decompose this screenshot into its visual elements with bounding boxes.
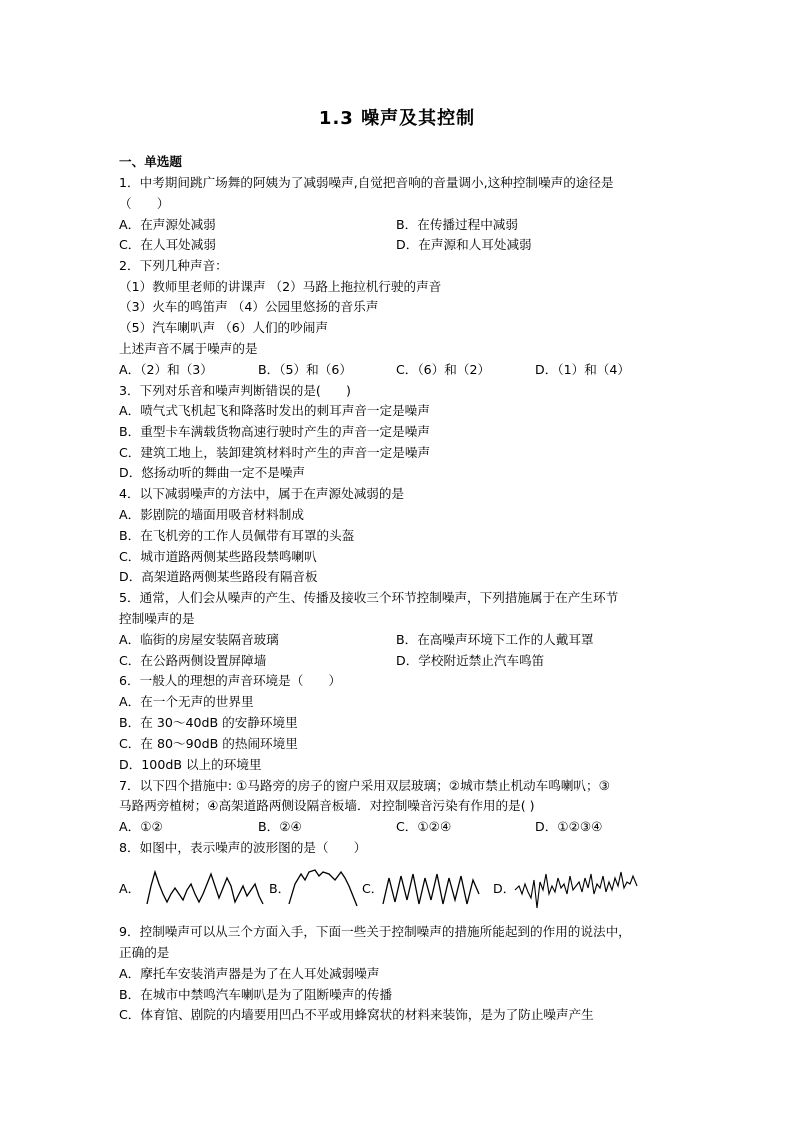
question-5-option-d: D．学校附近禁止汽车鸣笛: [396, 653, 545, 668]
question-6-option-a: A．在一个无声的世界里: [119, 694, 254, 709]
section-heading: 一、单选题: [119, 154, 182, 169]
question-8-option-c: C．: [362, 881, 384, 896]
question-6-option-b: B．在 30～40dB 的安静环境里: [119, 715, 298, 730]
question-1-option-d: D．在声源和人耳处减弱: [396, 237, 532, 252]
question-3-option-d: D．悠扬动听的舞曲一定不是噪声: [119, 465, 306, 480]
question-5-option-c: C．在公路两侧设置屏障墙: [119, 653, 267, 668]
question-3-option-c: C．建筑工地上，装卸建筑材料时产生的声音一定是噪声: [119, 445, 431, 460]
question-8-stem: 8．如图中，表示噪声的波形图的是（ ）: [119, 840, 367, 855]
question-7-stem-cont: 马路两旁植树；④高架道路两侧设隔音板墙．对控制噪音污染有作用的是( ): [119, 798, 535, 813]
question-8-option-d: D．: [493, 881, 516, 896]
question-4-option-c: C．城市道路两侧某些路段禁鸣喇叭: [119, 549, 317, 564]
waveform-a-icon: [145, 864, 267, 910]
question-8-option-b: B．: [269, 881, 291, 896]
question-4-option-b: B．在飞机旁的工作人员佩带有耳罩的头盔: [119, 528, 355, 543]
question-7-option-d: D．①②③④: [535, 819, 603, 834]
page-title: 1.3 噪声及其控制: [318, 108, 476, 129]
question-5-stem: 5．通常，人们会从噪声的产生、传播及接收三个环节控制噪声，下列措施属于在产生环节: [119, 590, 619, 605]
question-2-option-a: A．（2）和（3）: [119, 362, 213, 377]
question-1-blank: （ ）: [119, 196, 170, 211]
waveform-b-icon: [287, 864, 359, 910]
waveform-c-icon: [381, 864, 481, 910]
question-7-option-a: A．①②: [119, 819, 163, 834]
question-2-line-2: （3）火车的鸣笛声 （4）公园里悠扬的音乐声: [119, 299, 379, 314]
question-2-option-c: C．（6）和（2）: [396, 362, 491, 377]
question-2-stem: 2．下列几种声音：: [119, 258, 228, 273]
question-7-option-c: C．①②④: [396, 819, 452, 834]
question-1-stem: 1．中考期间跳广场舞的阿姨为了减弱噪声,自觉把音响的音量调小,这种控制噪声的途径是: [119, 175, 614, 190]
question-9-option-a: A．摩托车安装消声器是为了在人耳处减弱噪声: [119, 966, 380, 981]
question-2-line-4: 上述声音不属于噪声的是: [119, 341, 258, 356]
question-3-stem: 3．下列对乐音和噪声判断错误的是( ): [119, 383, 351, 398]
question-2-option-b: B．（5）和（6）: [258, 362, 352, 377]
question-4-option-a: A．影剧院的墙面用吸音材料制成: [119, 507, 304, 522]
question-8-waveforms: [119, 864, 659, 914]
question-6-option-c: C．在 80～90dB 的热闹环境里: [119, 736, 298, 751]
question-3-option-a: A．喷气式飞机起飞和降落时发出的刺耳声音一定是噪声: [119, 403, 430, 418]
question-1-option-b: B．在传播过程中减弱: [396, 217, 518, 232]
waveform-d-icon: [513, 864, 641, 910]
question-2-line-3: （5）汽车喇叭声 （6）人们的吵闹声: [119, 320, 328, 335]
question-2-line-1: （1）教师里老师的讲课声 （2）马路上拖拉机行驶的声音: [119, 279, 442, 294]
question-5-option-b: B．在高噪声环境下工作的人戴耳罩: [396, 632, 594, 647]
question-9-option-b: B．在城市中禁鸣汽车喇叭是为了阻断噪声的传播: [119, 987, 393, 1002]
question-5-option-a: A．临街的房屋安装隔音玻璃: [119, 632, 279, 647]
question-4-stem: 4．以下减弱噪声的方法中，属于在声源处减弱的是: [119, 486, 405, 501]
question-1-option-c: C．在人耳处减弱: [119, 237, 216, 252]
question-2-option-d: D．（1）和（4）: [535, 362, 630, 377]
question-3-option-b: B．重型卡车满载货物高速行驶时产生的声音一定是噪声: [119, 424, 430, 439]
question-8-option-a: A．: [119, 881, 141, 896]
question-5-stem-cont: 控制噪声的是: [119, 611, 195, 626]
question-7-stem: 7．以下四个措施中: ①马路旁的房子的窗户采用双层玻璃；②城市禁止机动车鸣喇叭；③: [119, 778, 610, 793]
question-4-option-d: D．高架道路两侧某些路段有隔音板: [119, 569, 318, 584]
question-6-option-d: D．100dB 以上的环境里: [119, 757, 262, 772]
question-9-stem: 9．控制噪声可以从三个方面入手，下面一些关于控制噪声的措施所能起到的作用的说法中，: [119, 924, 631, 939]
question-9-option-c: C．体育馆、剧院的内墙要用凹凸不平或用蜂窝状的材料来装饰，是为了防止噪声产生: [119, 1007, 594, 1022]
question-7-option-b: B．②④: [258, 819, 302, 834]
question-6-stem: 6．一般人的理想的声音环境是（ ）: [119, 673, 342, 688]
question-9-stem-cont: 正确的是: [119, 945, 170, 960]
question-1-option-a: A．在声源处减弱: [119, 217, 216, 232]
